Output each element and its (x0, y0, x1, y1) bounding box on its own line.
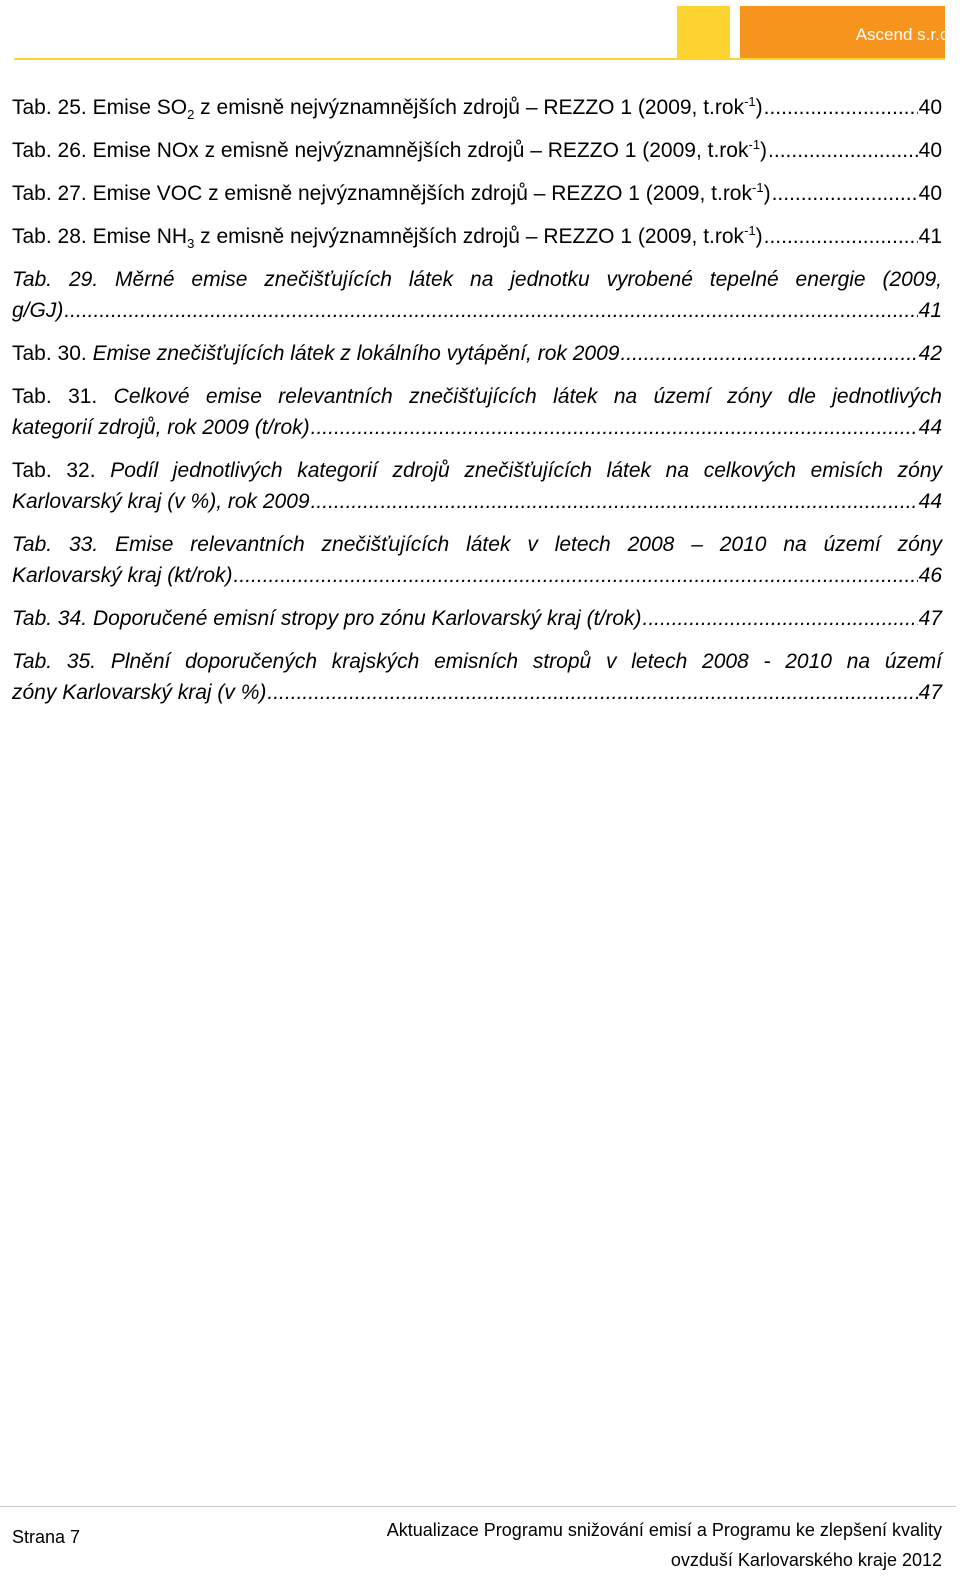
toc-label: Tab. 32. (12, 459, 96, 482)
toc-entry-tab-34[interactable]: Tab. 34. Doporučené emisní stropy pro zónu Karlovarský kraj (t/rok) ..... 47 (12, 603, 942, 634)
toc-entry-tab-33[interactable]: Tab. 33. Emise relevantních znečišťujících látek v letech 2008 – 2010 na území zóny Karlovarský kraj (kt/rok) ..... 46 (12, 529, 942, 591)
toc-page-number: 40 (918, 96, 942, 119)
toc-page-number: 40 (918, 182, 942, 205)
dot-leader (620, 338, 917, 369)
footer-document-title (387, 1515, 942, 1575)
toc-entry-tab-31[interactable]: Tab. 31. Celkové emise relevantních znečišťujících látek na území zóny dle jednotlivých kategorií zdrojů, rok 2009 (t/rok) ..... 44 (12, 381, 942, 443)
toc-entry-tab-32[interactable]: Tab. 32. Podíl jednotlivých kategorií zdrojů znečišťujících látek na celkových emisích zóny Karlovarský kraj (v %), rok 2009 ..... 44 (12, 455, 942, 517)
header-rule (14, 58, 945, 60)
toc-label: Tab. 35. (12, 650, 97, 673)
toc-entry-tab-26[interactable]: Tab. 26. Emise NOx z emisně nejvýznamnějších zdrojů – REZZO 1 (2009, t.rok$^{-1}$) ..... 40 (12, 135, 942, 166)
footer-title-line-2: ovzduší Karlovarského kraje 2012 (670, 1550, 942, 1570)
dot-leader (772, 178, 918, 209)
dot-leader (311, 412, 918, 443)
toc-label: Tab. 30. (12, 342, 87, 365)
toc-entry-tab-35[interactable]: Tab. 35. Plnění doporučených krajských emisních stropů v letech 2008 - 2010 na území zóny Karlovarský kraj (v %) ..... 47 (12, 646, 942, 708)
toc-entry-tab-25[interactable]: Tab. 25. Emise $SO_2$ z emisně nejvýznamnějších zdrojů – REZZO 1 (2009, t.rok$^{-1}$) ..... 40 (12, 92, 942, 123)
header-yellow-block (677, 6, 730, 58)
table-of-tables (12, 92, 942, 720)
header-brand: Ascend s.r.o. (855, 25, 954, 44)
toc-page-number: 47 (918, 607, 942, 630)
toc-page-number: 47 (918, 681, 942, 704)
toc-page-number: 41 (918, 225, 942, 248)
toc-entry-tab-28[interactable]: Tab. 28. Emise $NH_3$ z emisně nejvýznamnějších zdrojů – REZZO 1 (2009, t.rok$^{-1}$) ..... 41 (12, 221, 942, 252)
toc-entry-tab-27[interactable]: Tab. 27. Emise VOC z emisně nejvýznamnějších zdrojů – REZZO 1 (2009, t.rok$^{-1}$) ..... 40 (12, 178, 942, 209)
toc-label: Tab. 33. (12, 533, 99, 556)
toc-label: Tab. 31. (12, 385, 98, 408)
dot-leader (267, 677, 917, 708)
footer-rule (0, 1506, 956, 1507)
toc-label: Tab. 25. (12, 96, 87, 119)
toc-page-number: 42 (918, 342, 942, 365)
toc-label: Tab. 27. (12, 182, 87, 205)
dot-leader (643, 603, 918, 634)
dot-leader (311, 486, 918, 517)
footer-title-line-1: Aktualizace Programu snižování emisí a Programu ke zlepšení kvality (386, 1520, 942, 1540)
dot-leader (64, 295, 917, 326)
toc-entry-tab-30[interactable]: Tab. 30. Emise znečišťujících látek z lokálního vytápění, rok 2009 ..... 42 (12, 338, 942, 369)
toc-entry-tab-29[interactable]: Tab. 29. Měrné emise znečišťujících látek na jednotku vyrobené tepelné energie (2009, g/GJ) ..... 41 (12, 264, 942, 326)
toc-label: Tab. 28. (12, 225, 87, 248)
dot-leader (234, 560, 918, 591)
toc-page-number: 40 (918, 139, 942, 162)
toc-label: Tab. 26. (12, 139, 87, 162)
toc-label: Tab. 29. (12, 268, 99, 291)
toc-page-number: 41 (918, 299, 942, 322)
footer-page-label: Strana 7 (12, 1527, 81, 1547)
toc-page-number: 44 (918, 490, 942, 513)
toc-page-number: 46 (918, 564, 942, 587)
toc-page-number: 44 (918, 416, 942, 439)
toc-label: Tab. 34. (12, 607, 88, 630)
dot-leader (764, 221, 918, 252)
dot-leader (764, 92, 918, 123)
dot-leader (768, 135, 918, 166)
